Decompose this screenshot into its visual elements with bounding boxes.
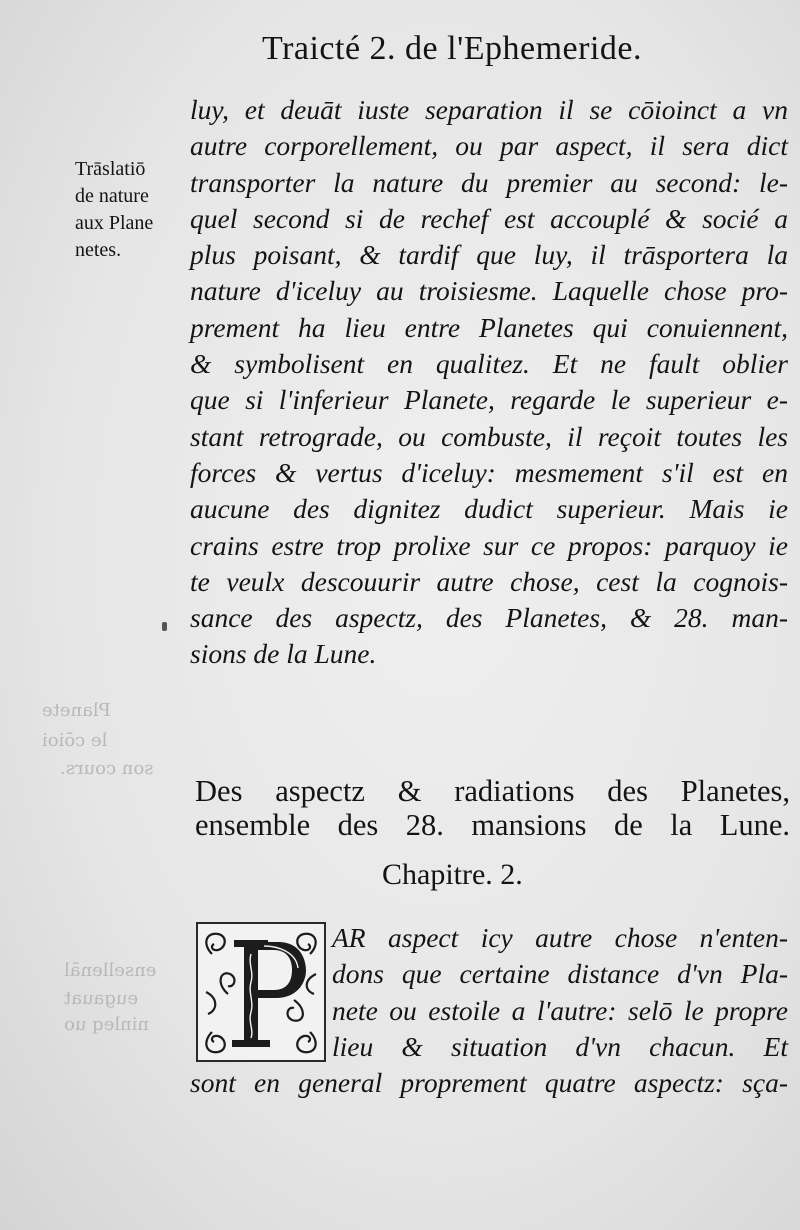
show-through-text: le cōioi — [42, 730, 108, 751]
body-line: prement ha lieu entre Planetes qui conuiennent, — [190, 311, 788, 343]
chapter-body-line: lieu & situation d'vn chacun. Et — [332, 1030, 788, 1062]
chapter-heading-line: ensemble des 28. mansions de la Lune. — [195, 808, 790, 842]
show-through-text: eugauat — [64, 988, 139, 1009]
body-text — [190, 92, 788, 673]
show-through-text: ninleq uo — [64, 1014, 150, 1035]
ink-spot — [162, 622, 167, 631]
margin-note-line: aux Plane — [75, 212, 154, 234]
running-head: Traicté 2. de l'Ephemeride. — [262, 30, 642, 67]
body-line: crains estre trop prolixe sur ce propos: parquoy ie — [190, 529, 788, 561]
body-line: forces & vertus d'iceluy: mesmement s'il est en — [190, 456, 788, 488]
body-line: que si l'inferieur Planete, regarde le superieur e- — [190, 384, 788, 416]
chapter-body-line: nete ou estoile a l'autre: selō le propre — [332, 994, 788, 1026]
body-line: luy, et deuāt iuste separation il se cōioinct a vn — [190, 94, 788, 125]
chapter-body-line: sont en general proprement quatre aspectz: sça- — [190, 1067, 788, 1099]
show-through-text: son cours. — [60, 758, 154, 779]
body-line: sions de la Lune. — [190, 638, 377, 670]
body-line: te veulx descouurir autre chose, cest la cognois- — [190, 565, 788, 597]
chapter-heading — [195, 774, 790, 842]
show-through-text: Planete — [42, 700, 111, 721]
margin-note-line: Trāslatiō — [75, 158, 146, 180]
show-through-text: ensellenāl — [64, 960, 157, 981]
chapter-body-line: dons que certaine distance d'vn Pla- — [332, 958, 788, 990]
body-line: & symbolisent en qualitez. Et ne fault oblier — [190, 348, 788, 380]
chapter-label: Chapitre. 2. — [382, 858, 523, 891]
margin-note-line: de nature — [75, 185, 149, 207]
body-line: quel second si de rechef est accouplé & socié a — [190, 202, 788, 234]
margin-note-line: netes. — [75, 239, 122, 261]
body-line: transporter la nature du premier au second: le- — [190, 166, 788, 198]
chapter-body-line: AR aspect icy autre chose n'enten- — [332, 922, 788, 953]
body-line: autre corporellement, ou par aspect, il sera dict — [190, 130, 788, 162]
chapter-body — [190, 920, 788, 1101]
chapter-heading-line: Des aspectz & radiations des Planetes, — [195, 774, 790, 808]
margin-note — [75, 156, 187, 264]
body-line: sance des aspectz, des Planetes, & 28. man- — [190, 602, 788, 634]
body-line: nature d'iceluy au troisiesme. Laquelle chose pro- — [190, 275, 788, 307]
body-line: plus poisant, & tardif que luy, il trāsportera la — [190, 239, 788, 271]
body-line: aucune des dignitez dudict superieur. Mais ie — [190, 493, 788, 525]
body-line: stant retrograde, ou combuste, il reçoit toutes les — [190, 420, 788, 452]
